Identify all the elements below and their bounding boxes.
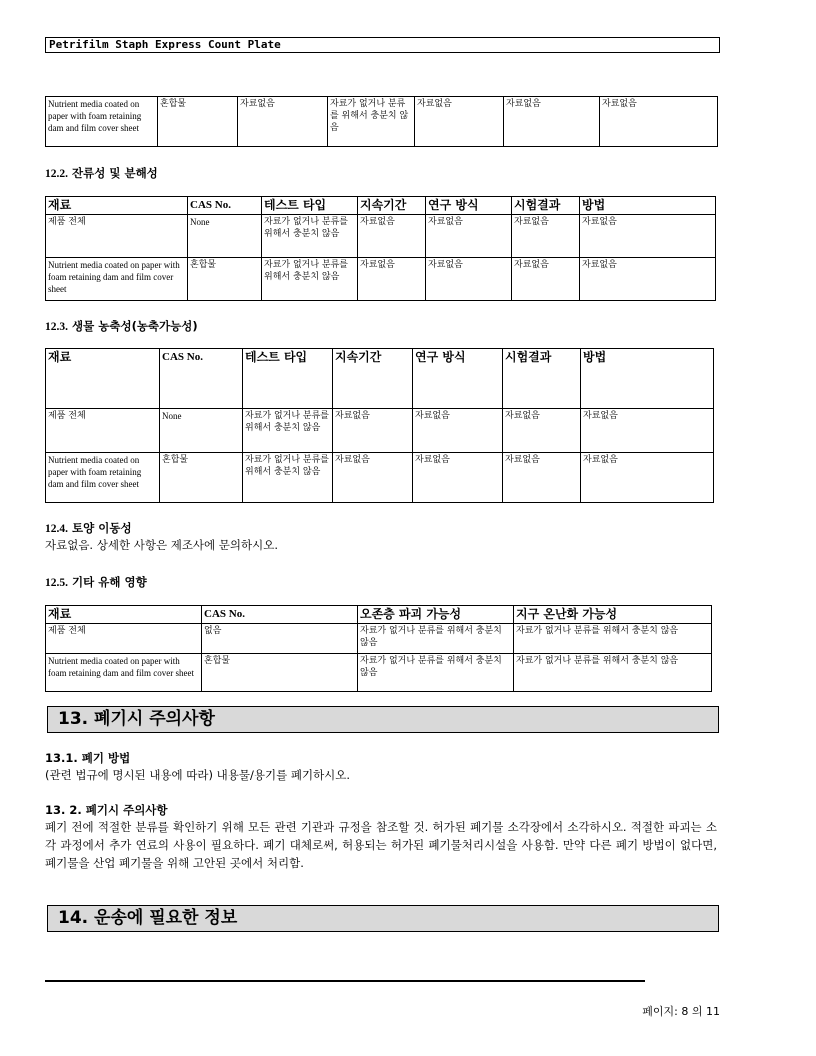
table-cell: None [160, 409, 243, 453]
page-number: 페이지: 8 의 11 [642, 1005, 720, 1018]
disposal-method-text: (관련 법규에 명시된 내용에 따라) 내용물/용기를 폐기하시오. [45, 768, 351, 782]
column-header: 테스트 타입 [262, 197, 358, 215]
table-cell: 자료없음 [580, 258, 716, 301]
table-cell: 자료가 없거나 분류를 위해서 충분치 않음 [358, 624, 514, 654]
subsection-heading-12-5 [45, 574, 147, 590]
table-header-row [46, 606, 712, 624]
column-header: CAS No. [160, 349, 243, 409]
heading-text: 기타 유해 영향 [72, 575, 147, 589]
table-cell: 자료없음 [333, 453, 413, 503]
column-header: 지속기간 [358, 197, 426, 215]
section-title: 14. 운송에 필요한 정보 [58, 908, 238, 928]
column-header: 오존층 파괴 가능성 [358, 606, 514, 624]
subsection-heading-13-2: 13. 2. 폐기시 주의사항 [45, 803, 168, 817]
table-cell: 자료없음 [413, 409, 503, 453]
disposal-precautions-text: 폐기 전에 적절한 분류를 확인하기 위해 모든 관련 기관과 규정을 참조할 것. 허가된 폐기물 소각장에서 소각하시오. 적절한 파괴는 소각 과정에서 추가 연료의 사용이 필요하다. 폐기 대체로써, 허용되는 허가된 폐기물처리시설을 사용함. 만약 다른 폐기 방법이 없다면, 폐기물을 산업 폐기물을 위해 고안된 곳에서 처리함. [45, 820, 717, 870]
column-header: 재료 [46, 606, 202, 624]
table-cell: 자료없음 [512, 215, 580, 258]
table-cell: 혼합물 [160, 453, 243, 503]
subsection-heading-13-1: 13.1. 폐기 방법 [45, 751, 131, 765]
table-cell: 제품 전체 [46, 624, 202, 654]
table-row [46, 453, 714, 503]
column-header: 테스트 타입 [243, 349, 333, 409]
table-cell: 자료없음 [358, 215, 426, 258]
column-header: 재료 [46, 197, 188, 215]
table-row [46, 215, 716, 258]
table-cell: 혼합물 [158, 97, 238, 147]
heading-number: 12.2. [45, 168, 68, 180]
footer-rule [45, 980, 645, 982]
subsection-heading-12-2 [45, 165, 158, 181]
table-header-row [46, 197, 716, 215]
column-header: 지속기간 [333, 349, 413, 409]
table-cell: 자료가 없거나 분류를 위해서 충분치 않음 [243, 409, 333, 453]
bioaccumulation-table [45, 348, 714, 503]
table-cell: None [188, 215, 262, 258]
table-cell: 자료없음 [512, 258, 580, 301]
heading-text: 생물 농축성(농축가능성) [72, 319, 198, 333]
soil-mobility-text: 자료없음. 상세한 사항은 제조사에 문의하시오. [45, 538, 279, 552]
table-cell: 자료없음 [358, 258, 426, 301]
document-header [45, 37, 720, 53]
column-header: 재료 [46, 349, 160, 409]
section-14-header [47, 905, 719, 932]
table-cell: 자료없음 [503, 453, 581, 503]
table-cell: 자료없음 [415, 97, 504, 147]
table-cell: 혼합물 [188, 258, 262, 301]
persistence-table [45, 196, 716, 301]
table-cell: 자료가 없거나 분류를 위해서 충분치 않음 [514, 624, 712, 654]
column-header: 방법 [581, 349, 714, 409]
table-cell: Nutrient media coated on paper with foam retaining dam and film cover sheet [46, 258, 188, 301]
table-cell: 자료없음 [600, 97, 718, 147]
table-cell: 자료없음 [504, 97, 600, 147]
heading-text: 잔류성 및 분해성 [72, 166, 158, 180]
table-cell: Nutrient media coated on paper with foam retaining dam and film cover sheet [46, 654, 202, 692]
table-cell: 자료없음 [426, 258, 512, 301]
table-row [46, 654, 712, 692]
section-title: 13. 폐기시 주의사항 [58, 709, 215, 729]
table-cell: 자료없음 [426, 215, 512, 258]
continuation-table [45, 96, 718, 147]
table-cell: 자료가 없거나 분류를 위해서 충분치 않음 [358, 654, 514, 692]
table-cell: 자료없음 [413, 453, 503, 503]
table-cell: 혼합물 [202, 654, 358, 692]
table-row [46, 409, 714, 453]
column-header: 지구 온난화 가능성 [514, 606, 712, 624]
table-cell: 자료가 없거나 분류를 위해서 충분치 않음 [328, 97, 415, 147]
table-cell: 자료없음 [238, 97, 328, 147]
column-header: 연구 방식 [426, 197, 512, 215]
table-cell: Nutrient media coated on paper with foam retaining dam and film cover sheet [46, 97, 158, 147]
table-cell: 자료없음 [580, 215, 716, 258]
column-header: 시험결과 [503, 349, 581, 409]
table-cell: 자료없음 [333, 409, 413, 453]
heading-number: 12.3. [45, 321, 68, 333]
heading-number: 12.5. [45, 577, 68, 589]
table-row [46, 97, 718, 147]
subsection-heading-12-4 [45, 520, 132, 536]
table-cell: 자료가 없거나 분류를 위해서 충분치 않음 [243, 453, 333, 503]
table-header-row [46, 349, 714, 409]
column-header: 방법 [580, 197, 716, 215]
table-cell: 자료없음 [503, 409, 581, 453]
table-cell: 자료없음 [581, 453, 714, 503]
subsection-heading-12-3 [45, 318, 198, 334]
column-header: 시험결과 [512, 197, 580, 215]
table-cell: 제품 전체 [46, 409, 160, 453]
section-13-header [47, 706, 719, 733]
column-header: CAS No. [202, 606, 358, 624]
table-cell: 자료가 없거나 분류를 위해서 충분치 않음 [514, 654, 712, 692]
table-cell: 자료가 없거나 분류를 위해서 충분치 않음 [262, 258, 358, 301]
table-row [46, 258, 716, 301]
other-effects-table [45, 605, 712, 692]
heading-number: 12.4. [45, 523, 68, 535]
table-row [46, 624, 712, 654]
heading-text: 토양 이동성 [72, 521, 132, 535]
table-cell: 없음 [202, 624, 358, 654]
column-header: CAS No. [188, 197, 262, 215]
product-title: Petrifilm Staph Express Count Plate [49, 38, 281, 51]
table-cell: 제품 전체 [46, 215, 188, 258]
table-cell: 자료없음 [581, 409, 714, 453]
table-cell: 자료가 없거나 분류를 위해서 충분치 않음 [262, 215, 358, 258]
column-header: 연구 방식 [413, 349, 503, 409]
table-cell: Nutrient media coated on paper with foam retaining dam and film cover sheet [46, 453, 160, 503]
